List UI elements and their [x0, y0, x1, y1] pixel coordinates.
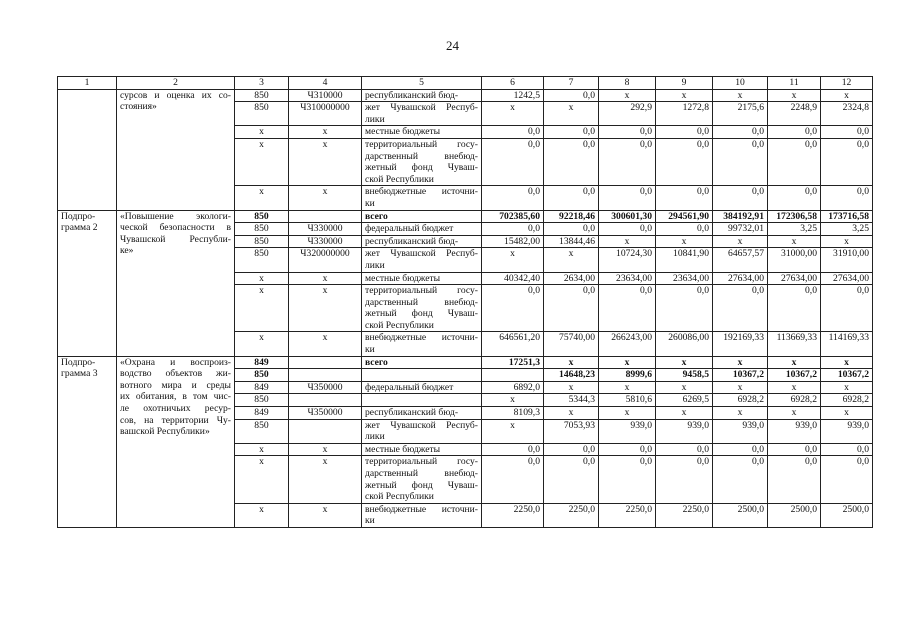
- grbs-code-cell: x: [235, 285, 289, 332]
- year-value-cell: 0,0: [544, 186, 599, 210]
- year-value-cell: 0,0: [599, 138, 656, 185]
- text-line: всего: [365, 356, 388, 368]
- year-value-cell: x: [713, 89, 768, 102]
- funding-source-cell: [362, 89, 482, 102]
- year-value-cell: x: [482, 419, 544, 443]
- year-value-cell: x: [768, 407, 821, 420]
- text-line: грамма 2: [61, 222, 98, 234]
- year-value-cell: x: [821, 381, 873, 394]
- column-header: 7: [544, 77, 599, 90]
- text-line: сурсов и оценка их со-: [120, 89, 231, 101]
- year-value-cell: 75740,00: [544, 332, 599, 356]
- target-article-cell: Ч330000: [289, 223, 362, 236]
- year-value-cell: 939,0: [713, 419, 768, 443]
- text-line: жетный фонд Чуваш-: [365, 479, 478, 491]
- year-value-cell: 0,0: [544, 126, 599, 139]
- text-line: Подпро-: [61, 356, 96, 368]
- year-value-cell: x: [544, 381, 599, 394]
- column-header: 6: [482, 77, 544, 90]
- grbs-code-cell: 850: [235, 419, 289, 443]
- year-value-cell: x: [821, 89, 873, 102]
- text-line: Подпро-: [61, 210, 96, 222]
- text-line: лики: [365, 113, 385, 125]
- year-value-cell: 10367,2: [821, 369, 873, 382]
- year-value-cell: 0,0: [656, 126, 713, 139]
- year-value-cell: x: [768, 89, 821, 102]
- target-article-cell: x: [289, 186, 362, 210]
- grbs-code-cell: 849: [235, 407, 289, 420]
- text-line: местные бюджеты: [365, 443, 441, 455]
- text-line: стояния»: [120, 101, 157, 113]
- year-value-cell: 384192,91: [713, 210, 768, 223]
- grbs-code-cell: 850: [235, 235, 289, 248]
- year-value-cell: x: [544, 356, 599, 369]
- year-value-cell: x: [713, 235, 768, 248]
- grbs-code-cell: 850: [235, 369, 289, 382]
- year-value-cell: 0,0: [599, 285, 656, 332]
- grbs-code-cell: x: [235, 126, 289, 139]
- year-value-cell: 23634,00: [656, 272, 713, 285]
- year-value-cell: 3,25: [821, 223, 873, 236]
- year-value-cell: 260086,00: [656, 332, 713, 356]
- year-value-cell: 8999,6: [599, 369, 656, 382]
- year-value-cell: x: [599, 407, 656, 420]
- text-line: территориальный госу-: [365, 138, 478, 150]
- year-value-cell: 0,0: [599, 126, 656, 139]
- year-value-cell: 0,0: [482, 186, 544, 210]
- funding-source-cell: [362, 443, 482, 456]
- text-line: внебюджетные источни-: [365, 332, 478, 344]
- text-line: республиканский бюд-: [365, 407, 459, 419]
- grbs-code-cell: 850: [235, 89, 289, 102]
- year-value-cell: 192169,33: [713, 332, 768, 356]
- text-line: ки: [365, 197, 375, 209]
- subprogram-title-cell: [117, 210, 235, 356]
- table-row: [58, 356, 873, 369]
- year-value-cell: x: [482, 102, 544, 126]
- target-article-cell: Ч310000: [289, 89, 362, 102]
- year-value-cell: x: [599, 381, 656, 394]
- year-value-cell: 0,0: [768, 126, 821, 139]
- text-line: федеральный бюджет: [365, 381, 454, 393]
- target-article-cell: [289, 394, 362, 407]
- year-value-cell: x: [544, 102, 599, 126]
- year-value-cell: 294561,90: [656, 210, 713, 223]
- year-value-cell: x: [768, 381, 821, 394]
- year-value-cell: 0,0: [599, 223, 656, 236]
- year-value-cell: 0,0: [599, 186, 656, 210]
- year-value-cell: 939,0: [768, 419, 821, 443]
- year-value-cell: 0,0: [713, 126, 768, 139]
- text-line: местные бюджеты: [365, 272, 441, 284]
- text-line: сов, на территории Чу-: [120, 414, 231, 426]
- year-value-cell: 0,0: [656, 285, 713, 332]
- year-value-cell: x: [821, 407, 873, 420]
- funding-source-cell: [362, 332, 482, 356]
- year-value-cell: [482, 369, 544, 382]
- target-article-cell: [289, 369, 362, 382]
- year-value-cell: 6928,2: [768, 394, 821, 407]
- year-value-cell: 0,0: [768, 443, 821, 456]
- year-value-cell: 0,0: [482, 443, 544, 456]
- header-row: [58, 77, 873, 90]
- grbs-code-cell: 849: [235, 381, 289, 394]
- year-value-cell: 114169,33: [821, 332, 873, 356]
- funding-source-cell: [362, 503, 482, 527]
- budget-table: [57, 76, 873, 528]
- year-value-cell: x: [713, 356, 768, 369]
- year-value-cell: x: [768, 356, 821, 369]
- year-value-cell: 14648,23: [544, 369, 599, 382]
- year-value-cell: x: [544, 407, 599, 420]
- year-value-cell: 17251,3: [482, 356, 544, 369]
- year-value-cell: 0,0: [821, 186, 873, 210]
- year-value-cell: 939,0: [599, 419, 656, 443]
- year-value-cell: x: [544, 248, 599, 272]
- funding-source-cell: [362, 210, 482, 223]
- year-value-cell: 64657,57: [713, 248, 768, 272]
- year-value-cell: 10841,90: [656, 248, 713, 272]
- page-number: 24: [446, 38, 459, 53]
- text-line: ке»: [120, 245, 134, 257]
- text-line: лики: [365, 259, 385, 271]
- year-value-cell: 939,0: [656, 419, 713, 443]
- year-value-cell: 0,0: [656, 456, 713, 503]
- target-article-cell: x: [289, 138, 362, 185]
- text-line: грамма 3: [61, 368, 98, 380]
- year-value-cell: 113669,33: [768, 332, 821, 356]
- text-line: дарственный внебюд-: [365, 468, 478, 479]
- target-article-cell: [289, 356, 362, 369]
- year-value-cell: 6928,2: [821, 394, 873, 407]
- target-article-cell: Ч320000000: [289, 248, 362, 272]
- subprogram-name-cell: [58, 89, 117, 210]
- year-value-cell: 266243,00: [599, 332, 656, 356]
- year-value-cell: 15482,00: [482, 235, 544, 248]
- grbs-code-cell: 850: [235, 223, 289, 236]
- funding-source-cell: [362, 381, 482, 394]
- year-value-cell: 2500,0: [821, 503, 873, 527]
- text-line: их обитания, в том чис-: [120, 391, 231, 403]
- funding-source-cell: [362, 285, 482, 332]
- year-value-cell: 6269,5: [656, 394, 713, 407]
- year-value-cell: 939,0: [821, 419, 873, 443]
- year-value-cell: x: [768, 235, 821, 248]
- year-value-cell: 0,0: [713, 443, 768, 456]
- funding-source-cell: [362, 272, 482, 285]
- year-value-cell: 1242,5: [482, 89, 544, 102]
- text-line: территориальный госу-: [365, 285, 478, 297]
- text-line: территориальный госу-: [365, 456, 478, 468]
- text-line: внебюджетные источни-: [365, 503, 478, 515]
- year-value-cell: x: [656, 89, 713, 102]
- year-value-cell: 2500,0: [768, 503, 821, 527]
- text-line: «Охрана и воспроиз-: [120, 356, 231, 368]
- year-value-cell: x: [599, 89, 656, 102]
- column-header: 12: [821, 77, 873, 90]
- funding-source-cell: [362, 126, 482, 139]
- year-value-cell: 0,0: [656, 223, 713, 236]
- year-value-cell: 0,0: [544, 456, 599, 503]
- year-value-cell: x: [656, 235, 713, 248]
- year-value-cell: 0,0: [821, 126, 873, 139]
- year-value-cell: 0,0: [821, 443, 873, 456]
- year-value-cell: x: [656, 381, 713, 394]
- text-line: ской Республики: [365, 319, 434, 331]
- text-line: жет Чувашской Респуб-: [365, 102, 478, 114]
- year-value-cell: 0,0: [544, 285, 599, 332]
- column-header: 2: [117, 77, 235, 90]
- funding-source-cell: [362, 186, 482, 210]
- year-value-cell: 0,0: [821, 456, 873, 503]
- text-line: ской Республики: [365, 173, 434, 185]
- year-value-cell: 0,0: [544, 138, 599, 185]
- year-value-cell: 0,0: [821, 138, 873, 185]
- year-value-cell: 5344,3: [544, 394, 599, 407]
- text-line: Чувашской Республи-: [120, 233, 231, 245]
- year-value-cell: 0,0: [713, 138, 768, 185]
- subprogram-name-cell: [58, 210, 117, 356]
- target-article-cell: x: [289, 456, 362, 503]
- year-value-cell: x: [821, 235, 873, 248]
- target-article-cell: x: [289, 285, 362, 332]
- column-header: 5: [362, 77, 482, 90]
- text-line: водство объектов жи-: [120, 368, 231, 380]
- year-value-cell: 702385,60: [482, 210, 544, 223]
- year-value-cell: 6892,0: [482, 381, 544, 394]
- target-article-cell: x: [289, 272, 362, 285]
- year-value-cell: 9458,5: [656, 369, 713, 382]
- funding-source-cell: [362, 419, 482, 443]
- year-value-cell: 7053,93: [544, 419, 599, 443]
- year-value-cell: 31910,00: [821, 248, 873, 272]
- subprogram-title-cell: [117, 356, 235, 527]
- year-value-cell: 2250,0: [599, 503, 656, 527]
- year-value-cell: 0,0: [599, 443, 656, 456]
- grbs-code-cell: x: [235, 503, 289, 527]
- funding-source-cell: [362, 223, 482, 236]
- text-line: республиканский бюд-: [365, 89, 459, 101]
- year-value-cell: 0,0: [544, 223, 599, 236]
- year-value-cell: x: [821, 356, 873, 369]
- grbs-code-cell: x: [235, 456, 289, 503]
- target-article-cell: [289, 419, 362, 443]
- year-value-cell: 0,0: [599, 456, 656, 503]
- target-article-cell: x: [289, 443, 362, 456]
- column-header: 4: [289, 77, 362, 90]
- year-value-cell: 0,0: [821, 285, 873, 332]
- year-value-cell: 2500,0: [713, 503, 768, 527]
- year-value-cell: 13844,46: [544, 235, 599, 248]
- text-line: всего: [365, 210, 388, 222]
- grbs-code-cell: x: [235, 186, 289, 210]
- year-value-cell: x: [656, 407, 713, 420]
- year-value-cell: 2248,9: [768, 102, 821, 126]
- year-value-cell: 2250,0: [544, 503, 599, 527]
- funding-source-cell: [362, 369, 482, 382]
- year-value-cell: 0,0: [768, 456, 821, 503]
- year-value-cell: 40342,40: [482, 272, 544, 285]
- grbs-code-cell: x: [235, 332, 289, 356]
- year-value-cell: 27634,00: [713, 272, 768, 285]
- year-value-cell: 10724,30: [599, 248, 656, 272]
- funding-source-cell: [362, 407, 482, 420]
- year-value-cell: 0,0: [656, 186, 713, 210]
- year-value-cell: 10367,2: [713, 369, 768, 382]
- text-line: дарственный внебюд-: [365, 150, 478, 162]
- grbs-code-cell: 850: [235, 102, 289, 126]
- year-value-cell: 0,0: [768, 138, 821, 185]
- funding-source-cell: [362, 394, 482, 407]
- column-header: 11: [768, 77, 821, 90]
- year-value-cell: 0,0: [713, 285, 768, 332]
- table-row: [58, 210, 873, 223]
- funding-source-cell: [362, 138, 482, 185]
- funding-source-cell: [362, 248, 482, 272]
- year-value-cell: x: [656, 356, 713, 369]
- text-line: лики: [365, 431, 385, 443]
- target-article-cell: x: [289, 126, 362, 139]
- text-line: жет Чувашской Респуб-: [365, 248, 478, 260]
- year-value-cell: 0,0: [544, 443, 599, 456]
- year-value-cell: x: [599, 356, 656, 369]
- target-article-cell: [289, 210, 362, 223]
- grbs-code-cell: 850: [235, 394, 289, 407]
- text-line: жетный фонд Чуваш-: [365, 308, 478, 320]
- year-value-cell: 0,0: [544, 89, 599, 102]
- text-line: ческой безопасности в: [120, 222, 231, 234]
- column-header: 8: [599, 77, 656, 90]
- year-value-cell: 2250,0: [656, 503, 713, 527]
- year-value-cell: 31000,00: [768, 248, 821, 272]
- year-value-cell: 172306,58: [768, 210, 821, 223]
- column-header: 10: [713, 77, 768, 90]
- year-value-cell: 0,0: [482, 126, 544, 139]
- year-value-cell: x: [713, 381, 768, 394]
- text-line: местные бюджеты: [365, 126, 441, 138]
- year-value-cell: 27634,00: [768, 272, 821, 285]
- year-value-cell: 1272,8: [656, 102, 713, 126]
- target-article-cell: x: [289, 332, 362, 356]
- year-value-cell: 0,0: [482, 456, 544, 503]
- year-value-cell: 2250,0: [482, 503, 544, 527]
- grbs-code-cell: x: [235, 272, 289, 285]
- year-value-cell: 92218,46: [544, 210, 599, 223]
- text-line: ки: [365, 515, 375, 527]
- grbs-code-cell: x: [235, 138, 289, 185]
- subprogram-title-cell: [117, 89, 235, 210]
- year-value-cell: 0,0: [768, 186, 821, 210]
- year-value-cell: 0,0: [713, 456, 768, 503]
- grbs-code-cell: x: [235, 443, 289, 456]
- year-value-cell: 10367,2: [768, 369, 821, 382]
- text-line: республиканский бюд-: [365, 235, 459, 247]
- year-value-cell: 0,0: [713, 186, 768, 210]
- funding-source-cell: [362, 102, 482, 126]
- year-value-cell: 300601,30: [599, 210, 656, 223]
- text-line: внебюджетные источни-: [365, 186, 478, 198]
- table-row: [58, 89, 873, 102]
- text-line: вашской Республики»: [120, 426, 210, 438]
- target-article-cell: Ч350000: [289, 381, 362, 394]
- text-line: ки: [365, 344, 375, 356]
- text-line: жетный фонд Чуваш-: [365, 162, 478, 174]
- year-value-cell: 646561,20: [482, 332, 544, 356]
- funding-source-cell: [362, 456, 482, 503]
- year-value-cell: 5810,6: [599, 394, 656, 407]
- target-article-cell: Ч350000: [289, 407, 362, 420]
- column-header: 9: [656, 77, 713, 90]
- text-line: ской Республики: [365, 491, 434, 503]
- year-value-cell: x: [482, 394, 544, 407]
- year-value-cell: 8109,3: [482, 407, 544, 420]
- year-value-cell: 0,0: [656, 443, 713, 456]
- year-value-cell: 0,0: [768, 285, 821, 332]
- year-value-cell: 23634,00: [599, 272, 656, 285]
- year-value-cell: 27634,00: [821, 272, 873, 285]
- year-value-cell: 2324,8: [821, 102, 873, 126]
- year-value-cell: x: [599, 235, 656, 248]
- target-article-cell: x: [289, 503, 362, 527]
- grbs-code-cell: 850: [235, 210, 289, 223]
- year-value-cell: 0,0: [482, 223, 544, 236]
- grbs-code-cell: 849: [235, 356, 289, 369]
- text-line: федеральный бюджет: [365, 223, 454, 235]
- text-line: вотного мира и среды: [120, 379, 231, 391]
- text-line: жет Чувашской Респуб-: [365, 419, 478, 431]
- year-value-cell: 99732,01: [713, 223, 768, 236]
- text-line: «Повышение экологи-: [120, 210, 231, 222]
- year-value-cell: x: [713, 407, 768, 420]
- year-value-cell: 0,0: [482, 285, 544, 332]
- column-header: 3: [235, 77, 289, 90]
- year-value-cell: 6928,2: [713, 394, 768, 407]
- funding-source-cell: [362, 235, 482, 248]
- year-value-cell: 292,9: [599, 102, 656, 126]
- year-value-cell: 3,25: [768, 223, 821, 236]
- year-value-cell: x: [482, 248, 544, 272]
- year-value-cell: 2634,00: [544, 272, 599, 285]
- column-header: 1: [58, 77, 117, 90]
- text-line: ле охотничьих ресур-: [120, 403, 231, 415]
- subprogram-name-cell: [58, 356, 117, 527]
- year-value-cell: 0,0: [482, 138, 544, 185]
- year-value-cell: 0,0: [656, 138, 713, 185]
- target-article-cell: Ч310000000: [289, 102, 362, 126]
- year-value-cell: 173716,58: [821, 210, 873, 223]
- target-article-cell: Ч330000: [289, 235, 362, 248]
- funding-source-cell: [362, 356, 482, 369]
- text-line: дарственный внебюд-: [365, 296, 478, 308]
- year-value-cell: 2175,6: [713, 102, 768, 126]
- grbs-code-cell: 850: [235, 248, 289, 272]
